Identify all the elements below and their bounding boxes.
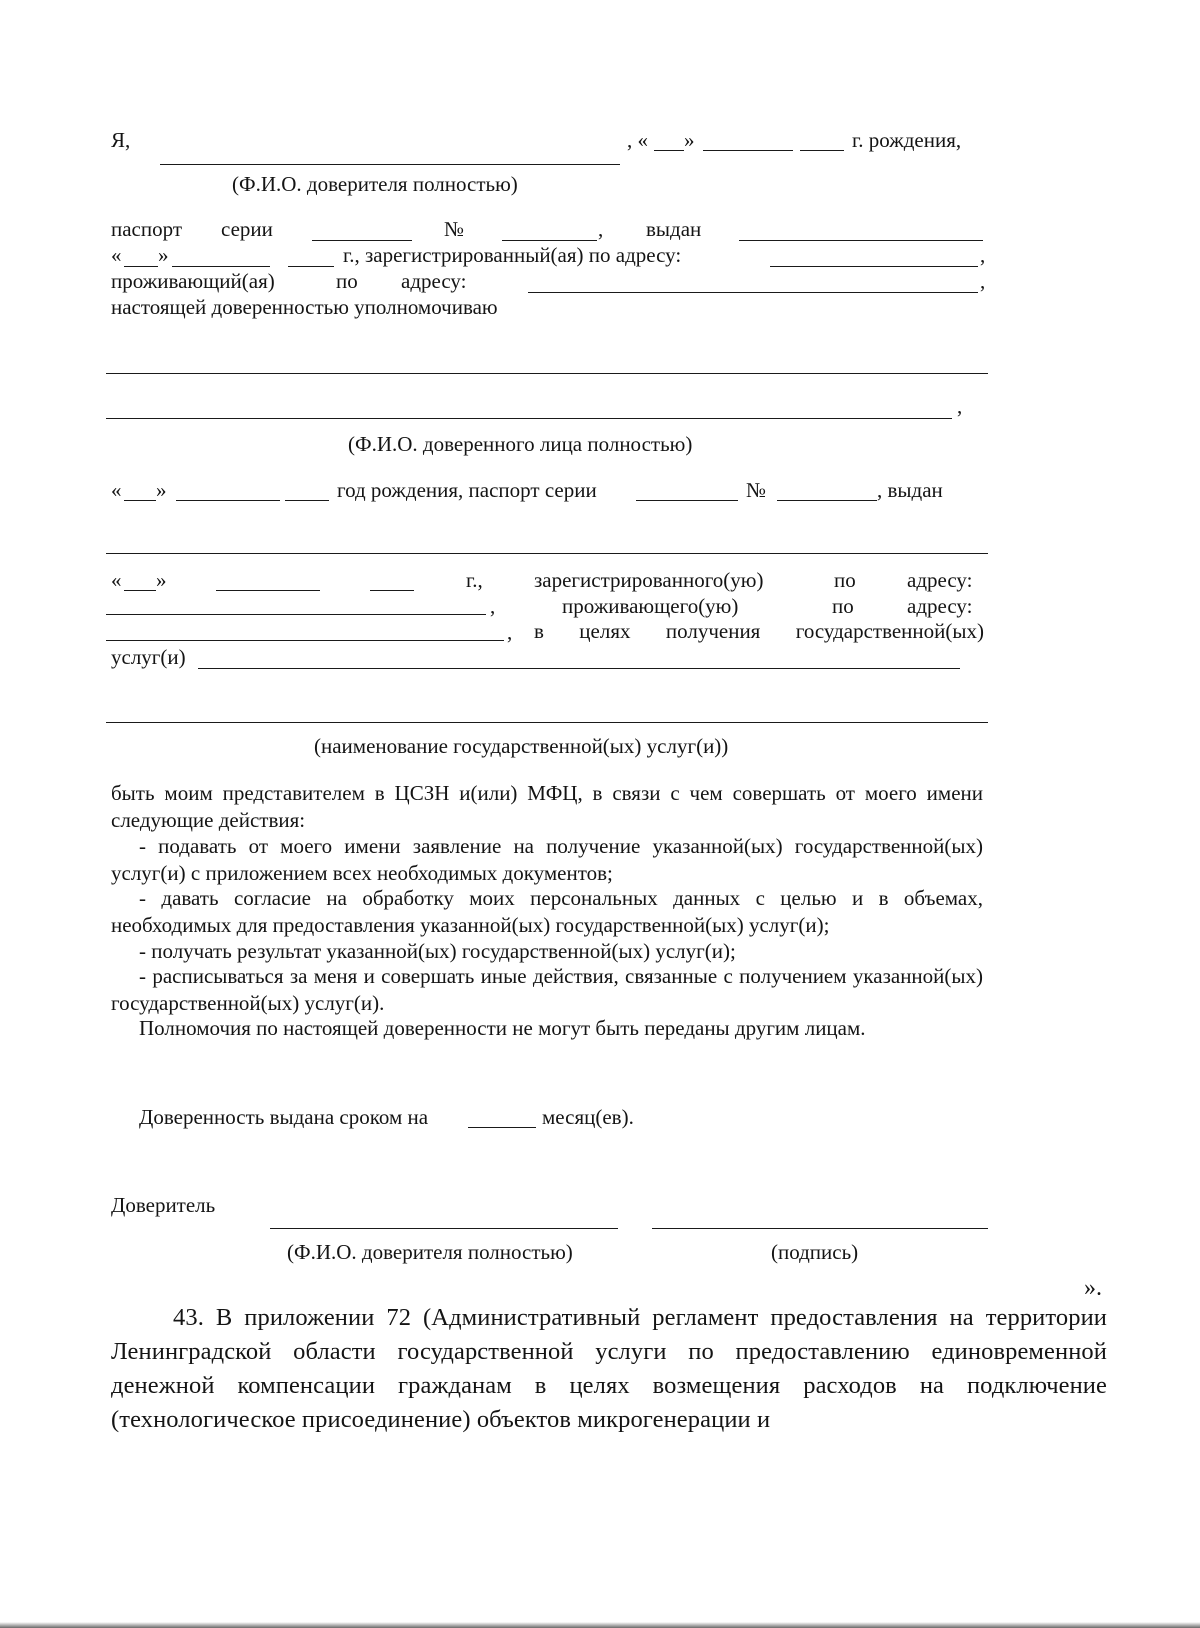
proxy-year-short: г., [466, 568, 483, 592]
action-2: - давать согласие на обработку моих персональных данных с целью и в объемах, необходимых для предоставления указанной(ых) государственной(ых) услуг(и); [111, 886, 983, 937]
po-label: по [336, 269, 358, 293]
proxy-fio-line-1[interactable] [106, 373, 988, 374]
services-line-2[interactable] [106, 722, 988, 723]
term-suffix: месяц(ев). [542, 1105, 634, 1129]
term-prefix: Доверенность выдана сроком на [139, 1105, 429, 1129]
residing-comma: , [980, 269, 986, 293]
proxy-registered-text: зарегистрированного(ую) [534, 568, 764, 592]
registered-address-line[interactable] [770, 266, 978, 267]
proxy-residing-address-line[interactable] [106, 640, 504, 641]
services-label: услуг(и) [111, 645, 186, 669]
proxy-po-2: по [832, 594, 854, 618]
proxy-birth-passport-text: год рождения, паспорт серии [337, 478, 597, 502]
proxy-reg-year-line[interactable] [370, 590, 414, 591]
sig-fio-caption: (Ф.И.О. доверителя полностью) [287, 1240, 573, 1264]
birth-year-line[interactable] [800, 150, 844, 151]
passport-label: паспорт [111, 217, 183, 241]
proxy-issued-by-line[interactable] [106, 553, 988, 554]
issue-year-line[interactable] [288, 266, 334, 267]
i-label: Я, [111, 128, 131, 152]
action-1: - подавать от моего имени заявление на получение указанной(ых) государственной(ых) услуг(и) с приложением всех необходимых документов; [111, 834, 983, 885]
issue-day-line[interactable] [124, 266, 158, 267]
signature-line[interactable] [652, 1228, 988, 1229]
proxy-address-1: адресу: [907, 568, 973, 592]
proxy-reg-address-line[interactable] [106, 614, 486, 615]
proxy-reg-month-line[interactable] [216, 590, 320, 591]
authorize-text: настоящей доверенностью уполномочиваю [111, 295, 498, 319]
address-label: адресу: [401, 269, 467, 293]
proxy-address-2: адресу: [907, 594, 973, 618]
birth-quote-open: , « [627, 128, 648, 152]
issue-date-close: » [158, 243, 169, 267]
issue-date-open: « [111, 243, 122, 267]
proxy-passport-series-line[interactable] [636, 500, 738, 501]
proxy-reg-comma: , [490, 594, 496, 618]
passport-series-line[interactable] [312, 240, 412, 241]
principal-label: Доверитель [111, 1193, 216, 1217]
powers-text: Полномочия по настоящей доверенности не могут быть переданы другим лицам. [139, 1016, 866, 1040]
in-order-text: в целях получения государственной(ых) [534, 619, 984, 643]
number-sign: № [444, 217, 465, 241]
proxy-number-sign: № [746, 478, 767, 502]
series-label: серии [221, 217, 273, 241]
birth-suffix: г. рождения, [852, 128, 962, 152]
sig-fio-line[interactable] [270, 1228, 618, 1229]
proxy-birth-year-line[interactable] [285, 500, 329, 501]
proxy-birth-close: » [156, 478, 167, 502]
registered-comma: , [980, 243, 986, 267]
birth-month-line[interactable] [703, 150, 793, 151]
birth-quote-close: » [684, 128, 695, 152]
passport-comma: , [598, 217, 604, 241]
residing-label: проживающий(ая) [111, 269, 275, 293]
sig-caption: (подпись) [771, 1240, 859, 1264]
proxy-reg-close: » [156, 568, 167, 592]
proxy-fio-caption: (Ф.И.О. доверенного лица полностью) [348, 432, 693, 456]
passport-number-line[interactable] [502, 240, 597, 241]
proxy-birth-open: « [111, 478, 122, 502]
services-line-1[interactable] [198, 668, 960, 669]
issued-by-line[interactable] [739, 240, 983, 241]
issue-month-line[interactable] [172, 266, 270, 267]
proxy-residing-comma: , [507, 620, 513, 644]
principal-fio-line[interactable] [160, 164, 620, 165]
closing-quote: ». [1084, 1275, 1102, 1301]
proxy-fio-line-2[interactable] [106, 418, 952, 419]
principal-fio-caption: (Ф.И.О. доверителя полностью) [232, 172, 518, 196]
services-caption: (наименование государственной(ых) услуг(и)) [314, 734, 729, 758]
proxy-birth-month-line[interactable] [176, 500, 280, 501]
action-4: - расписываться за меня и совершать иные действия, связанные с получением указанной(ых) государственной(ых) услуг(и). [111, 964, 983, 1015]
proxy-residing-text: проживающего(ую) [562, 594, 739, 618]
birth-day-line[interactable] [654, 150, 684, 151]
proxy-reg-open: « [111, 568, 122, 592]
representative-text: быть моим представителем в ЦСЗН и(или) МФЦ, в связи с чем совершать от моего имени следующие действия: [111, 781, 983, 832]
scan-bottom-edge [0, 1622, 1200, 1628]
proxy-birth-day-line[interactable] [124, 500, 156, 501]
issued-label: выдан [646, 217, 702, 241]
year-registered-text: г., зарегистрированный(ая) по адресу: [343, 243, 682, 267]
proxy-fio-comma: , [957, 394, 963, 418]
proxy-po-1: по [834, 568, 856, 592]
term-months-line[interactable] [468, 1127, 536, 1128]
action-3: - получать результат указанной(ых) государственной(ых) услуг(и); [139, 939, 736, 963]
paragraph-43-text: 43. В приложении 72 (Административный регламент предоставления на территории Ленинградской области государственной услуги по предоставлению единовременной денежной компенсации гражданам в целях возмещения расходов на подключение (технологическое присоединение) объектов микрогенерации и [111, 1304, 1107, 1433]
proxy-issued-text: , выдан [877, 478, 943, 502]
proxy-reg-day-line[interactable] [124, 590, 156, 591]
proxy-passport-number-line[interactable] [777, 500, 877, 501]
residing-address-line[interactable] [528, 292, 978, 293]
